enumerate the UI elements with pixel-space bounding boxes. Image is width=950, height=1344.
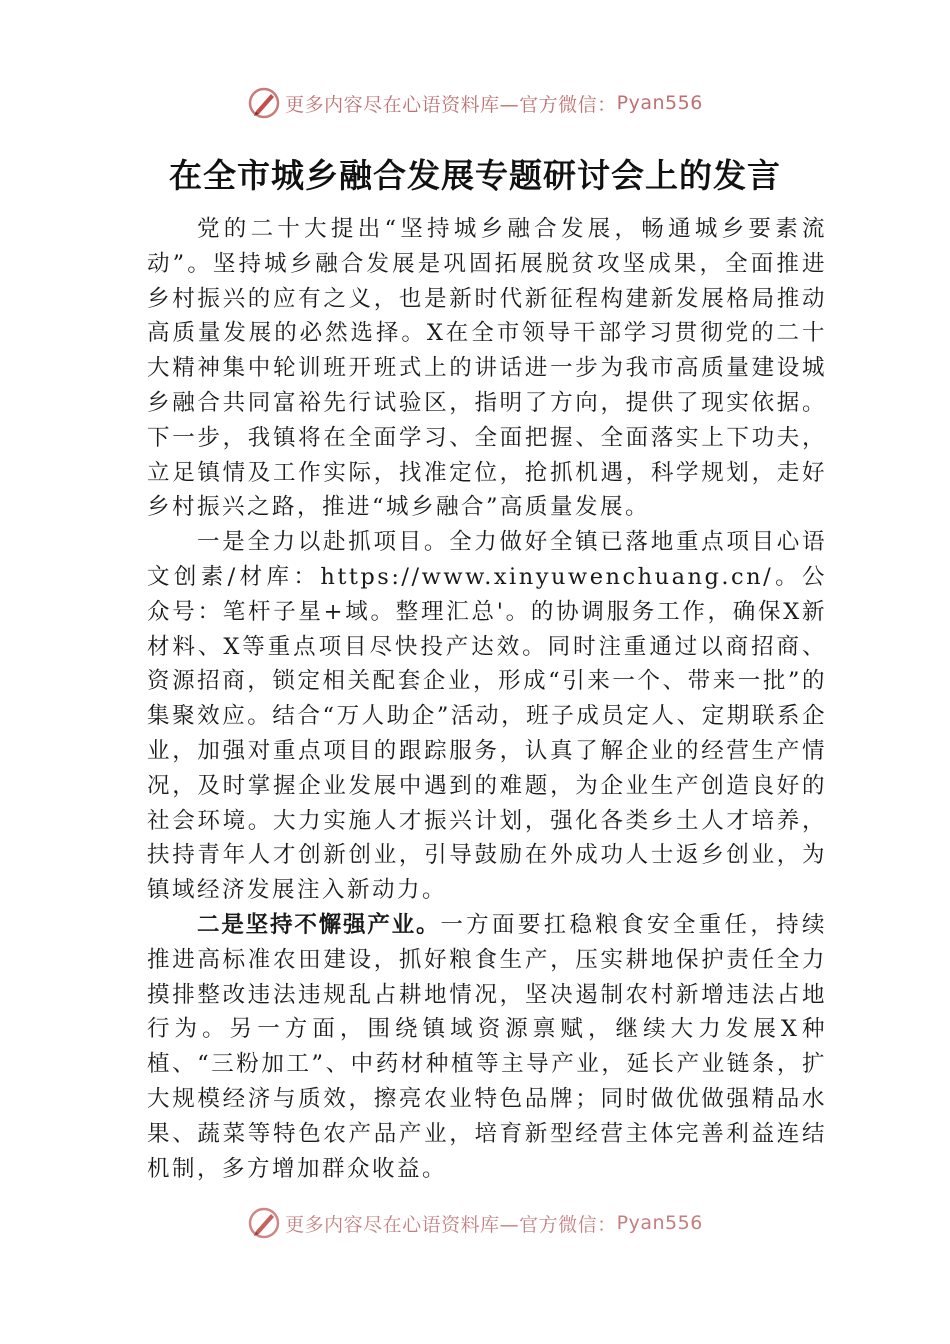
watermark-handle: Pyan556 <box>616 1212 703 1234</box>
watermark-handle: Pyan556 <box>616 92 703 114</box>
pen-logo-icon <box>247 1206 281 1240</box>
paragraph-2-text: 一是全力以赴抓项目。全力做好全镇已落地重点项目心语文创素/材库：https://www.xinyuwenchuang.cn/。公众号：笔杆子星+域。整理汇总'。的协调服务工作，确保X新材料、X等重点项目尽快投产达效。同时注重通过以商招商、资源招商，锁定相关配套企业，形成“引来一个、带来一批”的集聚效应。结合“万人助企”活动，班子成员定人、定期联系企业，加强对重点项目的跟踪服务，认真了解企业的经营生产情况，及时掌握企业发展中遇到的难题，为企业生产创造良好的社会环境。大力实施人才振兴计划，强化各类乡土人才培养，扶持青年人才创新创业，引导鼓励在外成功人士返乡创业，为镇域经济发展注入新动力。 <box>147 529 827 904</box>
paragraph-3 <box>147 908 827 1186</box>
watermark-text: 更多内容尽在心语资料库—官方微信： <box>285 1213 617 1236</box>
watermark-header <box>0 86 950 120</box>
paragraph-2 <box>147 525 827 908</box>
watermark-footer <box>0 1206 950 1240</box>
paragraph-1 <box>147 212 827 525</box>
paragraph-3-text: 一方面要扛稳粮食安全重任，持续推进高标准农田建设，抓好粮食生产，压实耕地保护责任全力摸排整改违法违规乱占耕地情况，坚决遏制农村新增违法占地行为。另一方面，围绕镇域资源禀赋，继续大力发展X种植、“三粉加工”、中药材种植等主导产业，延长产业链条，扩大规模经济与质效，擦亮农业特色品牌；同时做优做强精品水果、蔬菜等特色农产品产业，培育新型经营主体完善利益连结机制，多方增加群众收益。 <box>147 911 827 1182</box>
paragraph-3-lead: 二是坚持不懈强产业。 <box>197 911 441 938</box>
pen-logo-icon <box>247 86 281 120</box>
paragraph-1-text: 党的二十大提出“坚持城乡融合发展，畅通城乡要素流动”。坚持城乡融合发展是巩固拓展脱贫攻坚成果，全面推进乡村振兴的应有之义，也是新时代新征程构建新发展格局推动高质量发展的必然选择。X在全市领导干部学习贯彻党的二十大精神集中轮训班开班式上的讲话进一步为我市高质量建设城乡融合共同富裕先行试验区，指明了方向，提供了现实依据。下一步，我镇将在全面学习、全面把握、全面落实上下功夫，立足镇情及工作实际，找准定位，抢抓机遇，科学规划，走好乡村振兴之路，推进“城乡融合”高质量发展。 <box>147 216 827 521</box>
watermark-text: 更多内容尽在心语资料库—官方微信： <box>285 93 617 116</box>
document-body <box>147 212 827 1186</box>
document-title: 在全市城乡融合发展专题研讨会上的发言 <box>169 156 781 195</box>
